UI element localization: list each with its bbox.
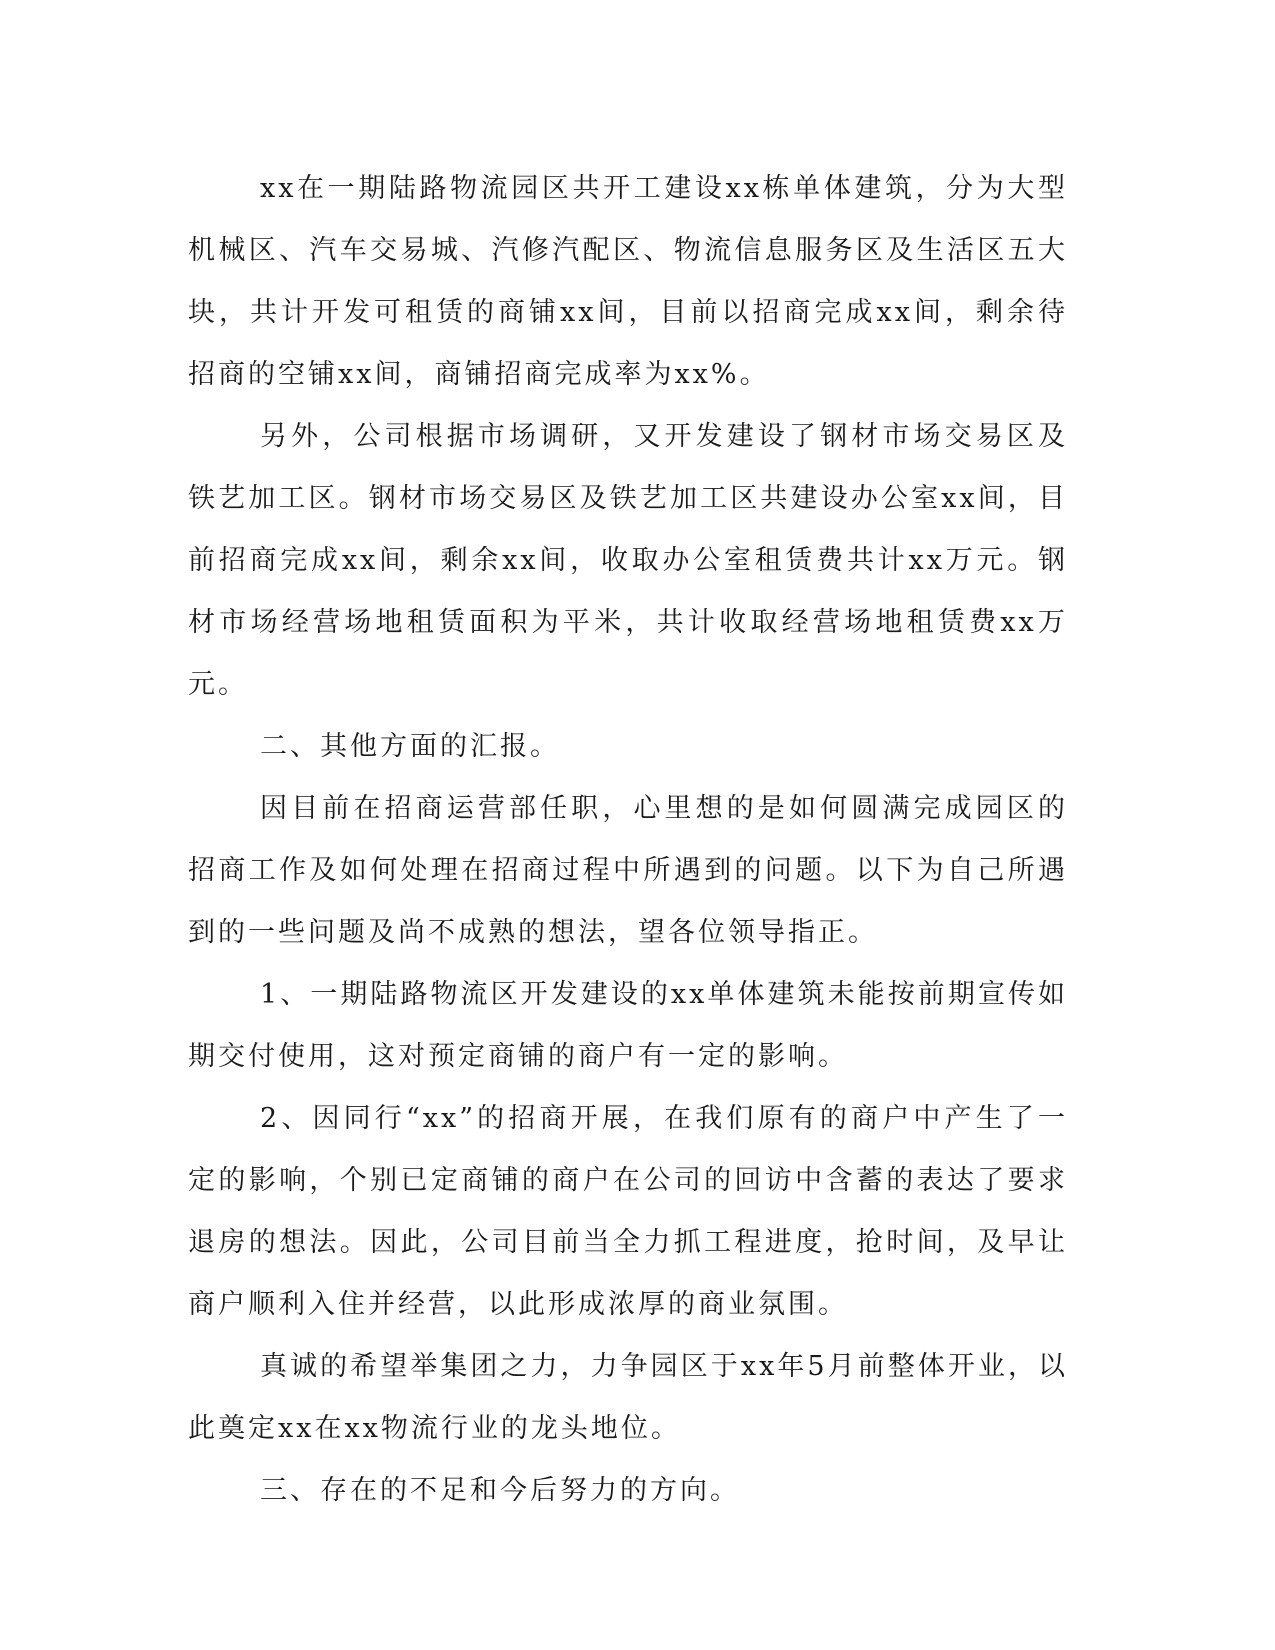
- document-body: [188, 158, 1068, 1522]
- paragraph-hope: 真诚的希望举集团之力，力争园区于xx年5月前整体开业，以此奠定xx在xx物流行业的龙头地位。: [188, 1351, 1068, 1444]
- paragraph-investment-work: 因目前在招商运营部任职，心里想的是如何圆满完成园区的招商工作及如何处理在招商过程中所遇到的问题。以下为自己所遇到的一些问题及尚不成熟的想法，望各位领导指正。: [188, 793, 1068, 948]
- paragraph-steel-market: 另外，公司根据市场调研，又开发建设了钢材市场交易区及铁艺加工区。钢材市场交易区及铁艺加工区共建设办公室xx间，目前招商完成xx间，剩余xx间，收取办公室租赁费共计xx万元。钢材市场经营场地租赁面积为平米，共计收取经营场地租赁费xx万元。: [188, 421, 1068, 700]
- paragraph-issue-1: 1、一期陆路物流区开发建设的xx单体建筑未能按前期宣传如期交付使用，这对预定商铺的商户有一定的影响。: [188, 979, 1068, 1072]
- paragraph-issue-2: 2、因同行“xx”的招商开展，在我们原有的商户中产生了一定的影响，个别已定商铺的商户在公司的回访中含蓄的表达了要求退房的想法。因此，公司目前当全力抓工程进度，抢时间，及早让商户顺利入住并经营，以此形成浓厚的商业氛围。: [188, 1103, 1068, 1320]
- paragraph-park-construction: xx在一期陆路物流园区共开工建设xx栋单体建筑，分为大型机械区、汽车交易城、汽修汽配区、物流信息服务区及生活区五大块，共计开发可租赁的商铺xx间，目前以招商完成xx间，剩余待招商的空铺xx间，商铺招商完成率为xx%。: [188, 173, 1068, 390]
- section-heading-other-reports: 二、其他方面的汇报。: [260, 731, 560, 762]
- section-heading-shortcomings: 三、存在的不足和今后努力的方向。: [260, 1475, 740, 1506]
